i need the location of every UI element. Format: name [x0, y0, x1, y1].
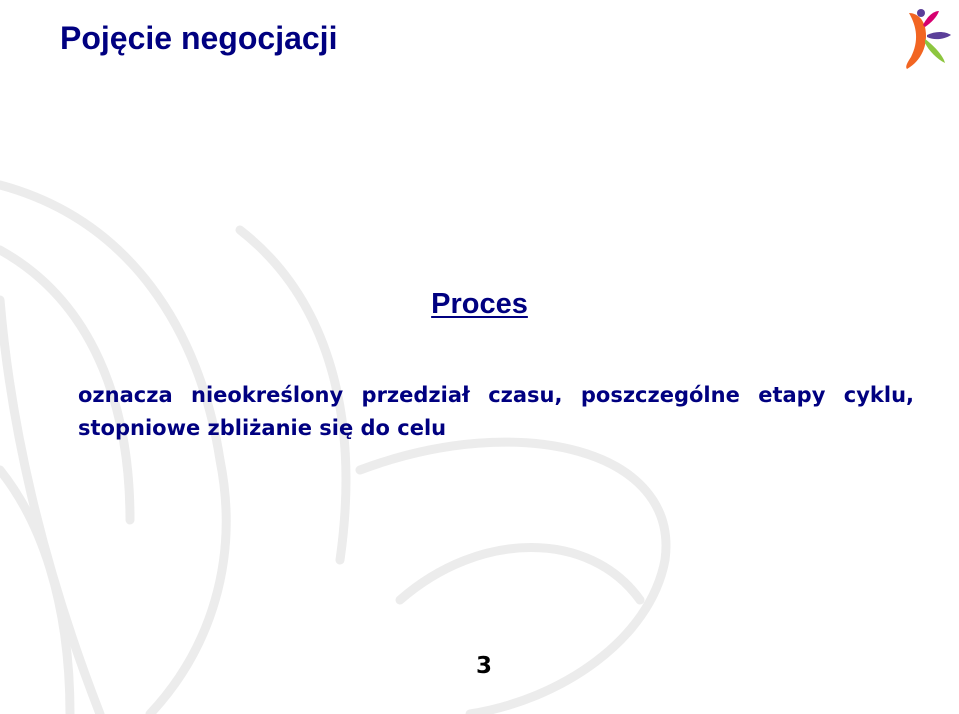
definition-text: oznacza nieokreślony przedział czasu, poszczególne etapy cyklu, stopniowe zbliżanie się do celu [78, 383, 914, 440]
heading-text: Proces [431, 288, 528, 320]
colorful-x-figure-logo-icon [895, 5, 955, 71]
page-number: 3 [475, 653, 492, 679]
section-heading [0, 288, 959, 321]
slide-title: Pojęcie negocjacji [60, 20, 338, 56]
